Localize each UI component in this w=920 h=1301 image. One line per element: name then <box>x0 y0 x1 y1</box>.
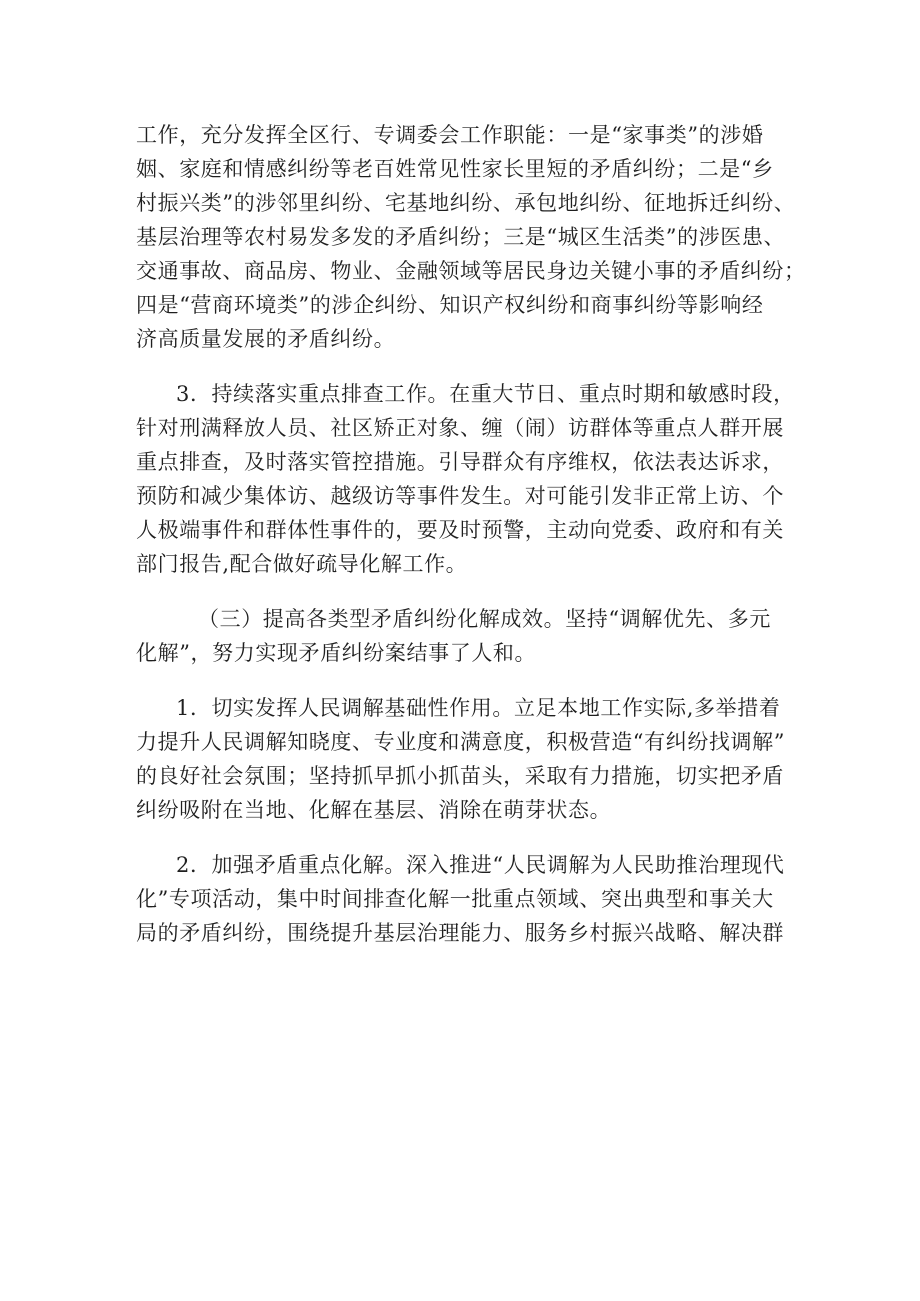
text-line: 村振兴类”的涉邻里纠纷、宅基地纠纷、承包地纠纷、征地拆迁纠纷、 <box>136 191 796 215</box>
text-line: 人极端事件和群体性事件的，要及时预警，主动向党委、政府和有关 <box>136 518 784 542</box>
text-line: 针对刑满释放人员、社区矫正对象、缠（闹）访群体等重点人群开展 <box>136 416 784 440</box>
text-line: 部门报告,配合做好疏导化解工作。 <box>136 552 468 576</box>
text-line: 工作，充分发挥全区行、专调委会工作职能：一是“家事类”的涉婚 <box>136 123 764 147</box>
text-line: 纠纷吸附在当地、化解在基层、消除在萌芽状态。 <box>136 798 612 822</box>
text-line: 四是“营商环境类”的涉企纠纷、知识产权纠纷和商事纠纷等影响经 <box>136 293 764 317</box>
text-line: 预防和减少集体访、越级访等事件发生。对可能引发非正常上访、个 <box>136 484 784 508</box>
document-body <box>136 118 806 950</box>
text-line: 力提升人民调解知晓度、专业度和满意度，积极营造“有纠纷找调解” <box>136 730 786 754</box>
text-line: 基层治理等农村易发多发的矛盾纠纷；三是“城区生活类”的涉医患、 <box>136 225 786 249</box>
section-heading-line: （三）提高各类型矛盾纠纷化解成效。坚持“调解优先、多元 <box>198 607 771 631</box>
text-line: 的良好社会氛围；坚持抓早抓小抓苗头，采取有力措施，切实把矛盾 <box>136 764 784 788</box>
paragraph-heading-line: 2．加强矛盾重点化解。深入推进“人民调解为人民助推治理现代 <box>176 853 785 877</box>
text-line: 局的矛盾纠纷，围绕提升基层治理能力、服务乡村振兴战略、解决群 <box>136 921 784 945</box>
text-line: 化解”，努力实现矛盾纠纷案结事了人和。 <box>136 641 537 665</box>
text-line: 重点排查，及时落实管控措施。引导群众有序维权，依法表达诉求， <box>136 450 784 474</box>
paragraph-heading-line: 3．持续落实重点排查工作。在重大节日、重点时期和敏感时段， <box>176 382 795 406</box>
text-line: 交通事故、商品房、物业、金融领域等居民身边关键小事的矛盾纠纷； <box>136 259 806 283</box>
text-line: 化”专项活动，集中时间排查化解一批重点领域、突出典型和事关大 <box>136 887 774 911</box>
paragraph-heading-line: 1．切实发挥人民调解基础性作用。立足本地工作实际,多举措着 <box>176 696 781 720</box>
text-line: 济高质量发展的矛盾纠纷。 <box>136 327 396 351</box>
text-line: 姻、家庭和情感纠纷等老百姓常见性家长里短的矛盾纠纷；二是“乡 <box>136 157 774 181</box>
